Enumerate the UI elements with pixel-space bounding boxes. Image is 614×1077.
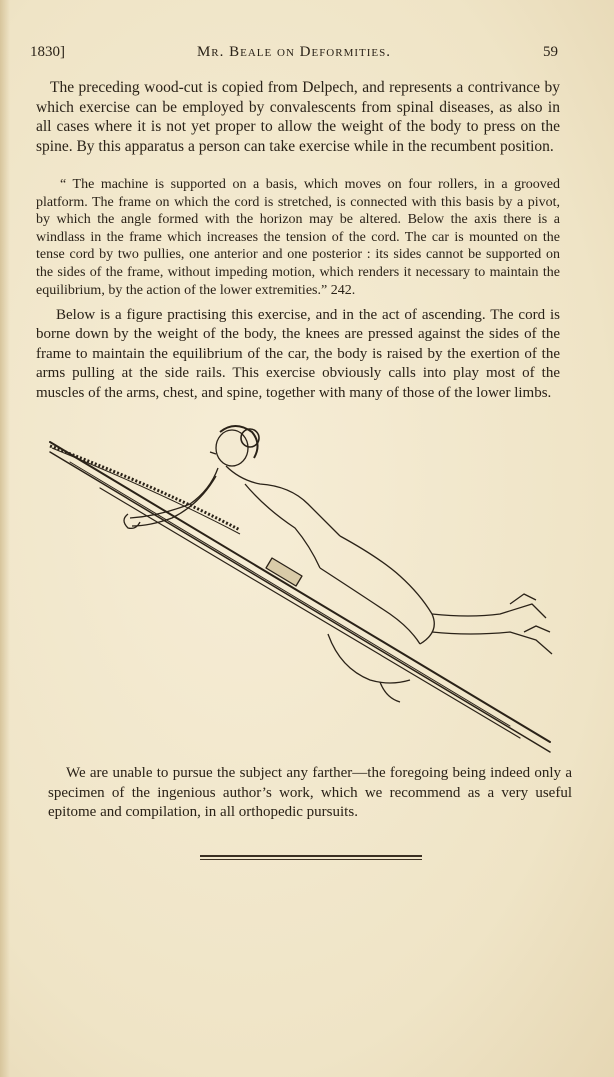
paragraph-figure-description: Below is a figure practising this exercise, and in the act of ascending. The cord is borne down by the weight of the body, the knees are pressed against the sides of the frame to maintain the equilibrium of the car, the body is raised by the exertion of the arms pulling at the side rails. This exercise obviously calls into play most of the muscles of the arms, chest, and spine, together with many of those of the lower limbs. [36, 307, 560, 401]
section-divider-thick [200, 855, 422, 857]
paragraph-closing: We are unable to pursue the subject any farther—the foregoing being indeed only a specimen of the ingenious author’s work, which we recommend as a very useful epitome and compilation, in all orthopedic pursuits. [48, 765, 572, 821]
tension-cord [50, 446, 240, 534]
exercise-frame-rails [50, 442, 550, 752]
page-spine-shadow [0, 0, 10, 1077]
header-year: 1830] [30, 44, 65, 60]
running-header [30, 44, 558, 66]
woodcut-illustration [40, 418, 580, 758]
paragraph-intro: The preceding wood-cut is copied from Delpech, and represents a contrivance by which exercise can be employed by convalescents from spinal diseases, as also in all cases where it is not yet proper to allow the weight of the body to press on the spine. By this apparatus a person can take exercise while in the recumbent position. [36, 79, 560, 155]
figure-woman [124, 426, 552, 702]
quoted-description: “ The machine is supported on a basis, which moves on four rollers, in a grooved platform. The frame on which the cord is stretched, is connected with this basis by a pivot, by which the angle formed with the horizon may be altered. Below the axis there is a windlass in the frame which increases the tension of the cord. The car is mounted on the tense cord by two pullies, one anterior and one posterior : its sides cannot be supported on the sides of the frame, without impeding motion, which renders it necessary to maintain the equilibrium, by the action of the lower extremities.” 242. [36, 177, 560, 298]
section-divider-thin [200, 859, 422, 860]
header-page-number: 59 [543, 44, 558, 60]
header-title: Mr. Beale on Deformities. [196, 44, 392, 60]
